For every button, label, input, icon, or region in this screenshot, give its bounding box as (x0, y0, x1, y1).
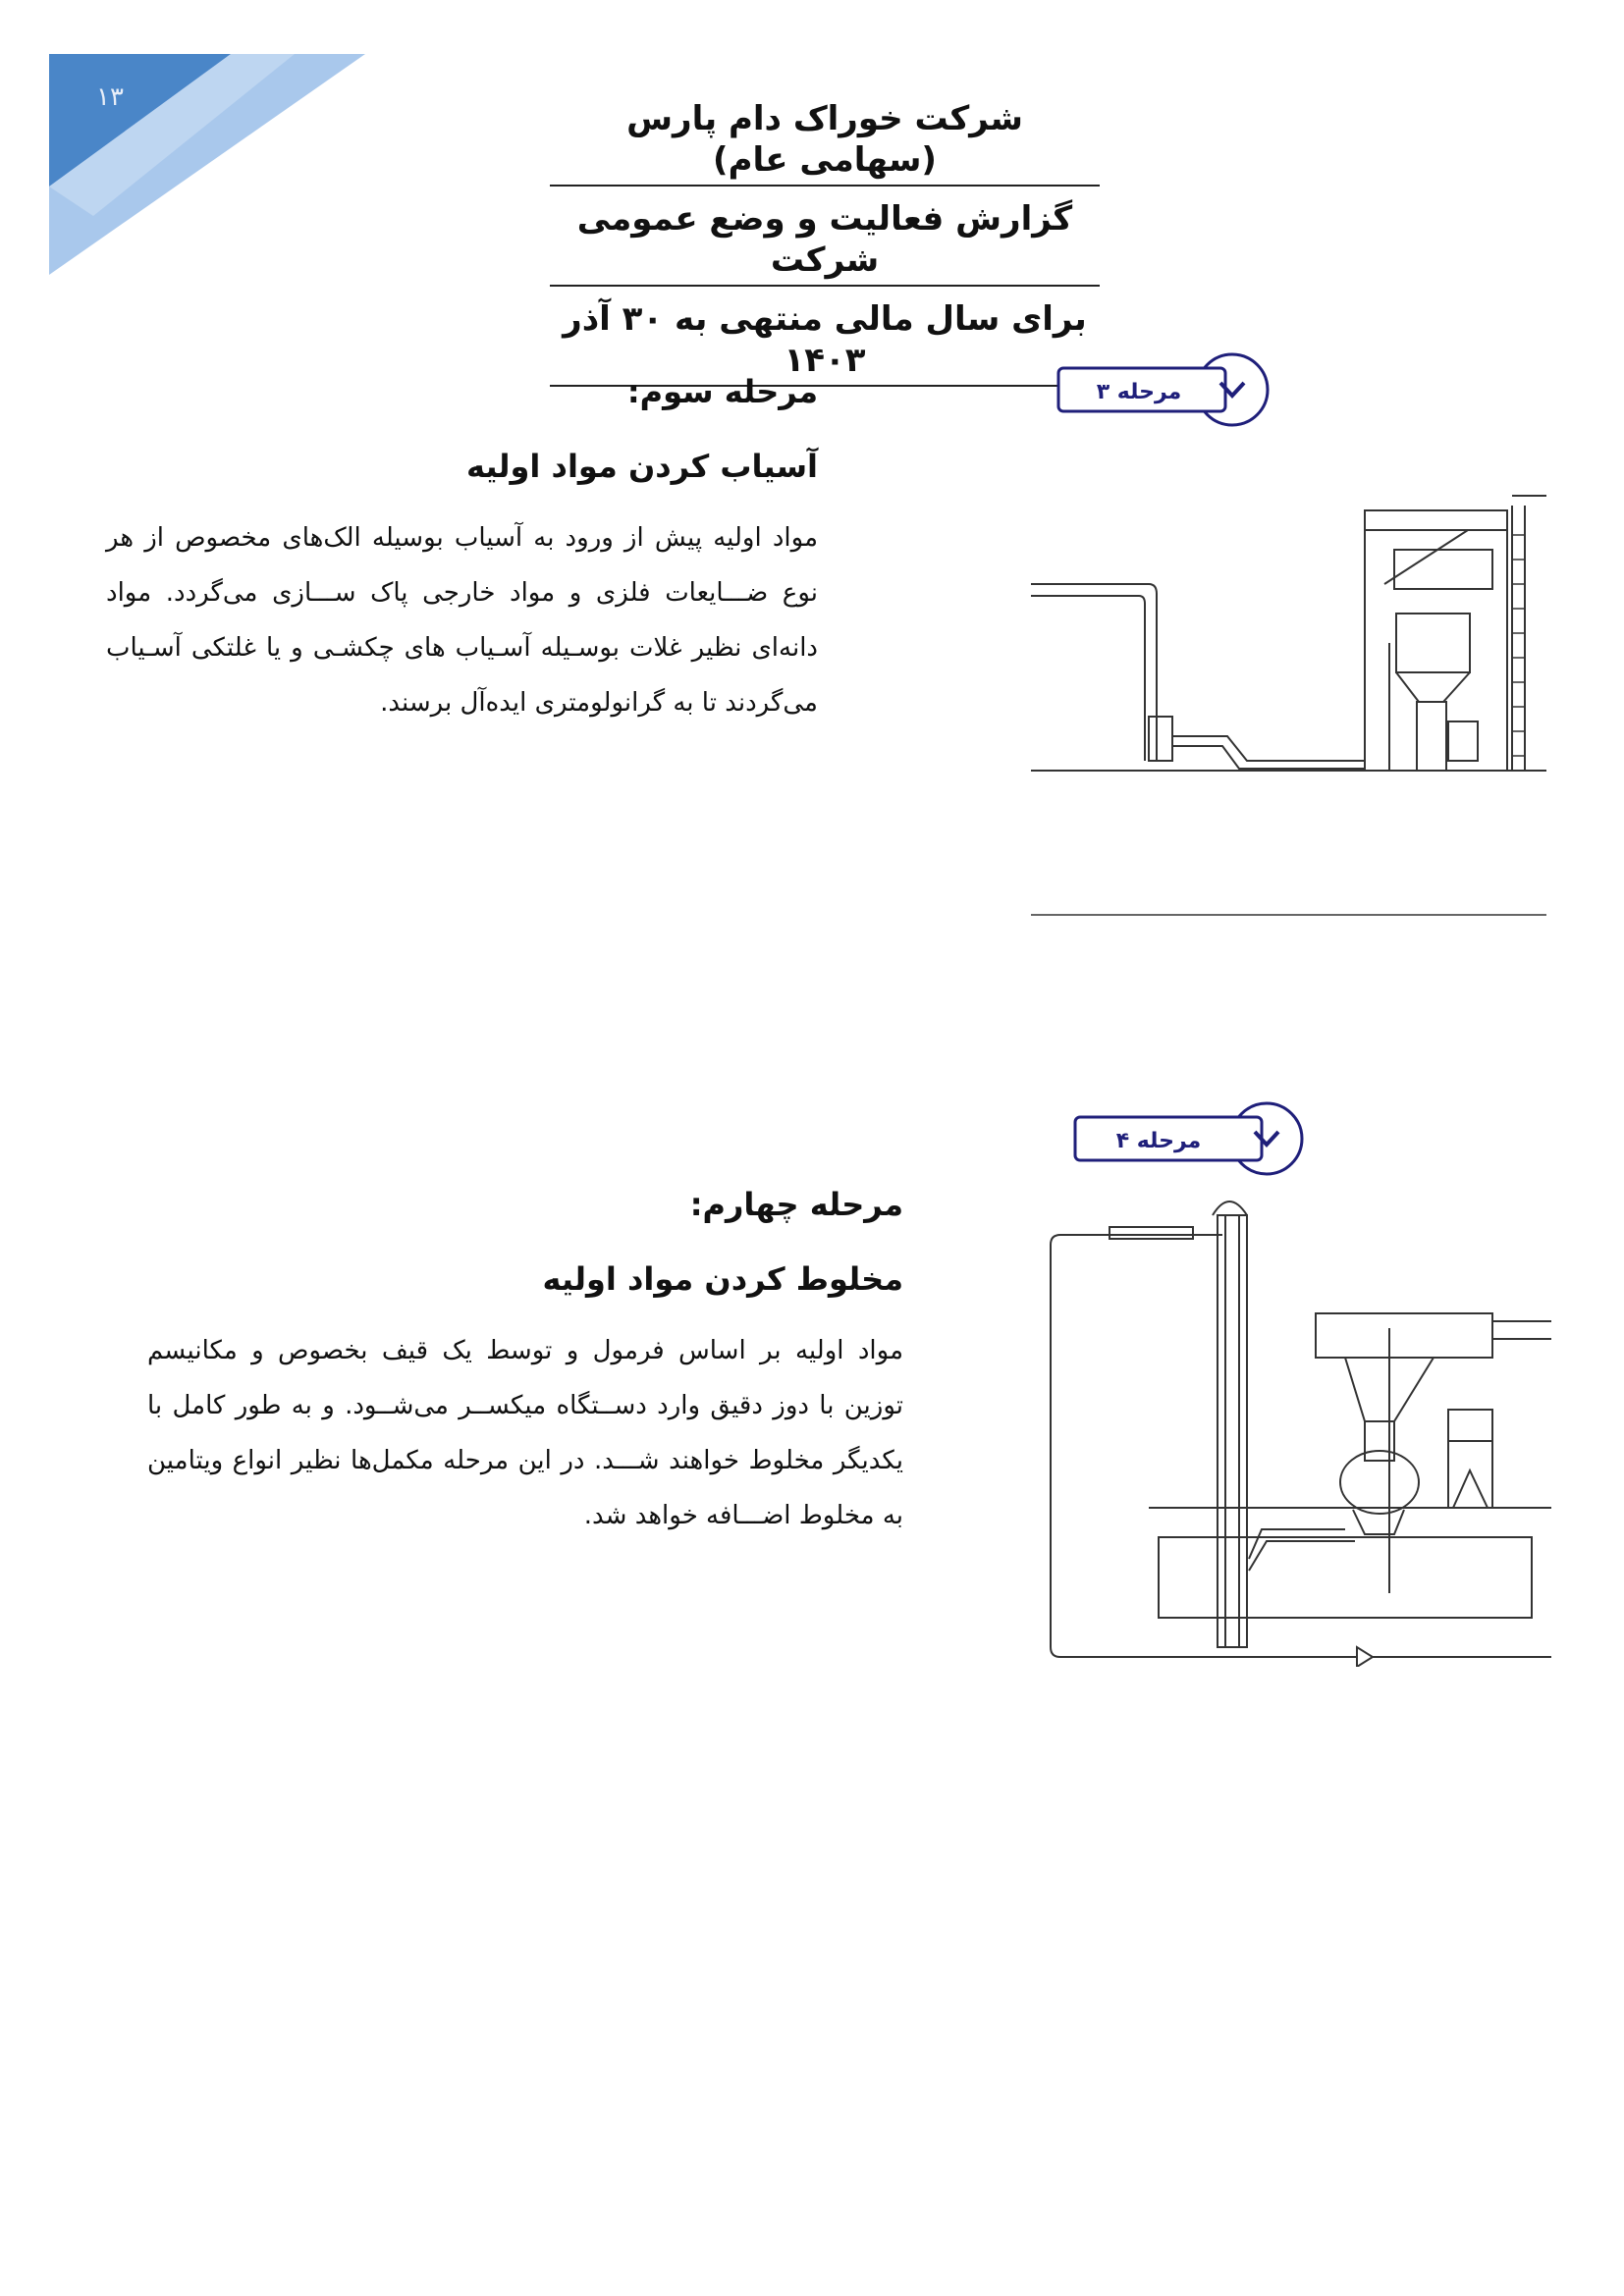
stage-4-body: مواد اولیه بر اساس فرمول و توسط یک قیف بخصوص و مکانیسم توزین با دوز دقیق وارد دســتگاه میکســر می‌شــود. و به طور کامل با یکدیگر مخلوط خواهند شـــد. در این مرحله مکمل‌ها نظیر انواع ویتامین به مخلوط اضـــافه خواهد شد. (147, 1336, 903, 1530)
stage-3-title: مرحله سوم: (626, 373, 818, 410)
fiscal-period: برای سال مالی منتهی به ۳۰ آذر ۱۴۰۳ (550, 298, 1100, 387)
stage-4-subtitle: مخلوط کردن مواد اولیه (542, 1260, 903, 1298)
stage-badge-4-label: مرحله ۴ (1115, 1129, 1202, 1153)
corner-decoration (0, 0, 373, 285)
stage-badge-3-label: مرحله ۳ (1096, 380, 1182, 404)
stage-badge-3 (1058, 354, 1268, 425)
stage-4-diagram (1041, 1097, 1551, 1667)
company-title: شرکت خوراک دام پارس (سهامی عام) (550, 98, 1100, 187)
stage-3-diagram (1031, 348, 1546, 928)
stage-4-section (147, 1186, 903, 1543)
stage-badge-4 (1075, 1103, 1302, 1174)
report-header (550, 98, 1100, 399)
report-title: گزارش فعالیت و وضع عمومی شرکت (550, 198, 1100, 287)
stage-4-title: مرحله چهارم: (689, 1186, 903, 1223)
stage-3-body: مواد اولیه پیش از ورود به آسیاب بوسیله الک‌های مخصوص از هر نوع ضـــایعات فلزی و مواد خارجی پاک ســـازی می‌گردد. مواد دانه‌ای نظیر غلات بوسـیله آسـیاب های چکشـی و یا غلتکی آسـیاب می‌گردند تا به گرانولومتری ایده‌آل برسند. (106, 523, 818, 718)
stage-3-subtitle: آسیاب کردن مواد اولیه (466, 448, 818, 485)
page-number: ۱۳ (96, 82, 124, 112)
stage-3-section (106, 373, 818, 730)
